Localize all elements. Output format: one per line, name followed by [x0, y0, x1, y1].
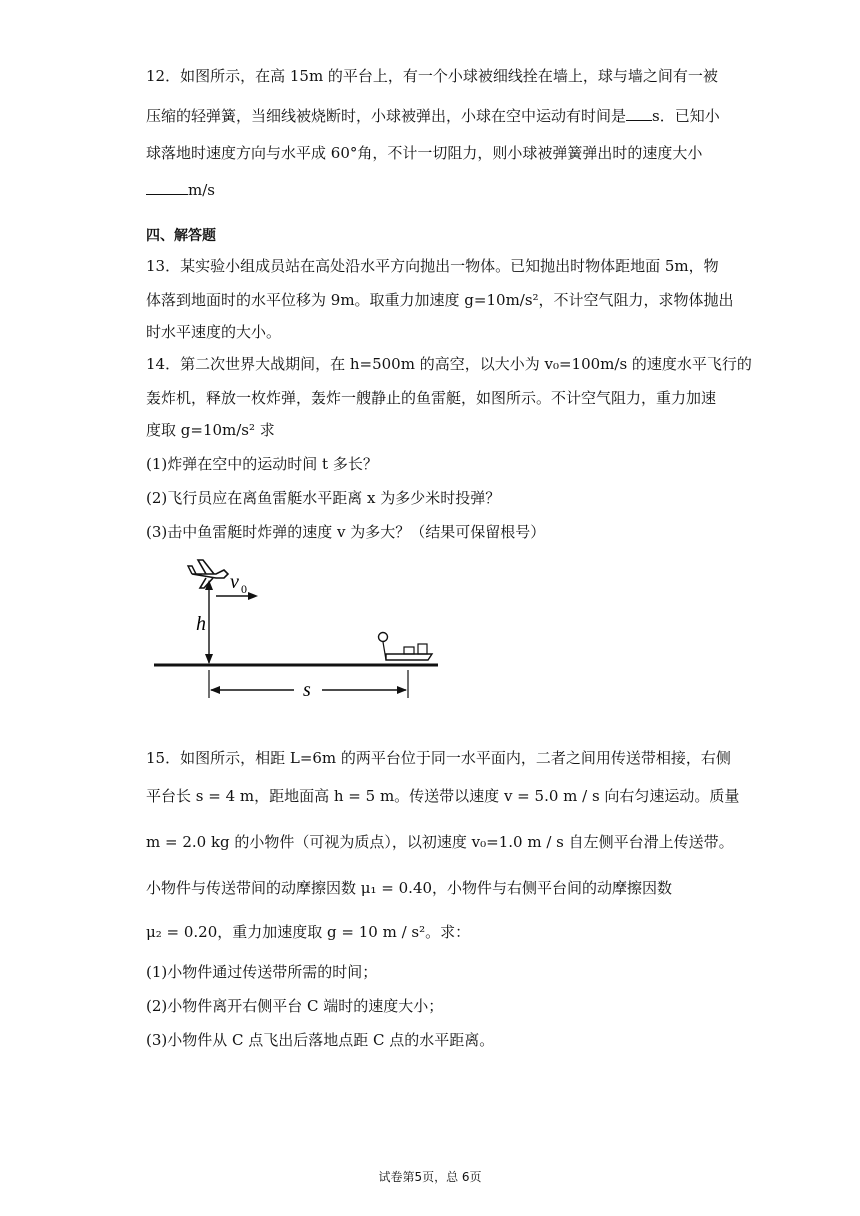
q15-line4: 小物件与传送带间的动摩擦因数 μ₁ = 0.40，小物件与右侧平台间的动摩擦因数 [146, 879, 673, 897]
answer-blank-speed [146, 180, 188, 195]
q14-line3: 度取 g=10m/s² 求 [146, 421, 275, 439]
page-footer: 试卷第5页，总 6页 [378, 1170, 482, 1184]
boat-icon [379, 633, 433, 661]
q12-line2-text: 压缩的轻弹簧，当细线被烧断时，小球被弹出，小球在空中运动有时间是 [146, 107, 627, 125]
q14-sub2: (2)飞行员应在离鱼雷艇水平距离 x 为多少米时投弹？ [146, 489, 501, 507]
label-s: s [303, 679, 311, 701]
q12-line2-tail: s．已知小 [652, 107, 720, 125]
q15-line3: m = 2.0 kg 的小物件（可视为质点），以初速度 v₀=1.0 m / s 自左侧平台滑上传送带。 [146, 833, 734, 851]
velocity-arrowhead [248, 592, 258, 600]
q14-line1: 14．第二次世界大战期间，在 h=500m 的高空，以大小为 v₀=100m/s 的速度水平飞行的 [146, 355, 752, 373]
q15-sub3: (3)小物件从 C 点飞出后落地点距 C 点的水平距离。 [146, 1031, 495, 1049]
q15-line1: 15．如图所示，相距 L=6m 的两平台位于同一水平面内，二者之间用传送带相接，右侧 [146, 749, 731, 767]
q12-line2 [146, 106, 720, 126]
q12-line3: 球落地时速度方向与水平成 60°角，不计一切阻力，则小球被弹簧弹出时的速度大小 [146, 144, 703, 162]
q13-line1: 13．某实验小组成员站在高处沿水平方向抛出一物体。已知抛出时物体距地面 5m，物 [146, 257, 719, 275]
q14-line2: 轰炸机，释放一枚炸弹，轰炸一艘静止的鱼雷艇，如图所示。不计空气阻力，重力加速 [146, 389, 717, 407]
q12-line4-tail: m/s [188, 181, 215, 199]
q12-line1: 12．如图所示，在高 15m 的平台上，有一个小球被细线拴在墙上，球与墙之间有一被 [146, 67, 718, 85]
q15-line5: μ₂ = 0.20，重力加速度取 g = 10 m / s²。求： [146, 923, 471, 941]
label-h: h [196, 613, 206, 635]
q15-sub1: (1)小物件通过传送带所需的时间； [146, 963, 378, 981]
label-v0-subscript: 0 [241, 582, 247, 596]
q14-sub1: (1)炸弹在空中的运动时间 t 多长？ [146, 455, 378, 473]
section-title: 四、解答题 [146, 228, 216, 244]
height-arrow-bottom [205, 654, 213, 664]
q13-line2: 体落到地面时的水平位移为 9m。取重力加速度 g=10m/s²，不计空气阻力，求物体抛出 [146, 291, 734, 309]
q14-sub3: (3)击中鱼雷艇时炸弹的速度 v 为多大？（结果可保留根号） [146, 523, 546, 541]
answer-blank-time [626, 106, 652, 121]
s-arrow-right [397, 686, 407, 694]
bomber-diagram [146, 548, 446, 708]
label-v0: v [230, 571, 239, 593]
q12-line4 [146, 180, 215, 200]
q15-sub2: (2)小物件离开右侧平台 C 端时的速度大小； [146, 997, 444, 1015]
s-arrow-left [210, 686, 220, 694]
q15-line2: 平台长 s = 4 m，距地面高 h = 5 m。传送带以速度 v = 5.0 m / s 向右匀速运动。质量 [146, 787, 740, 805]
q13-line3: 时水平速度的大小。 [146, 323, 282, 341]
